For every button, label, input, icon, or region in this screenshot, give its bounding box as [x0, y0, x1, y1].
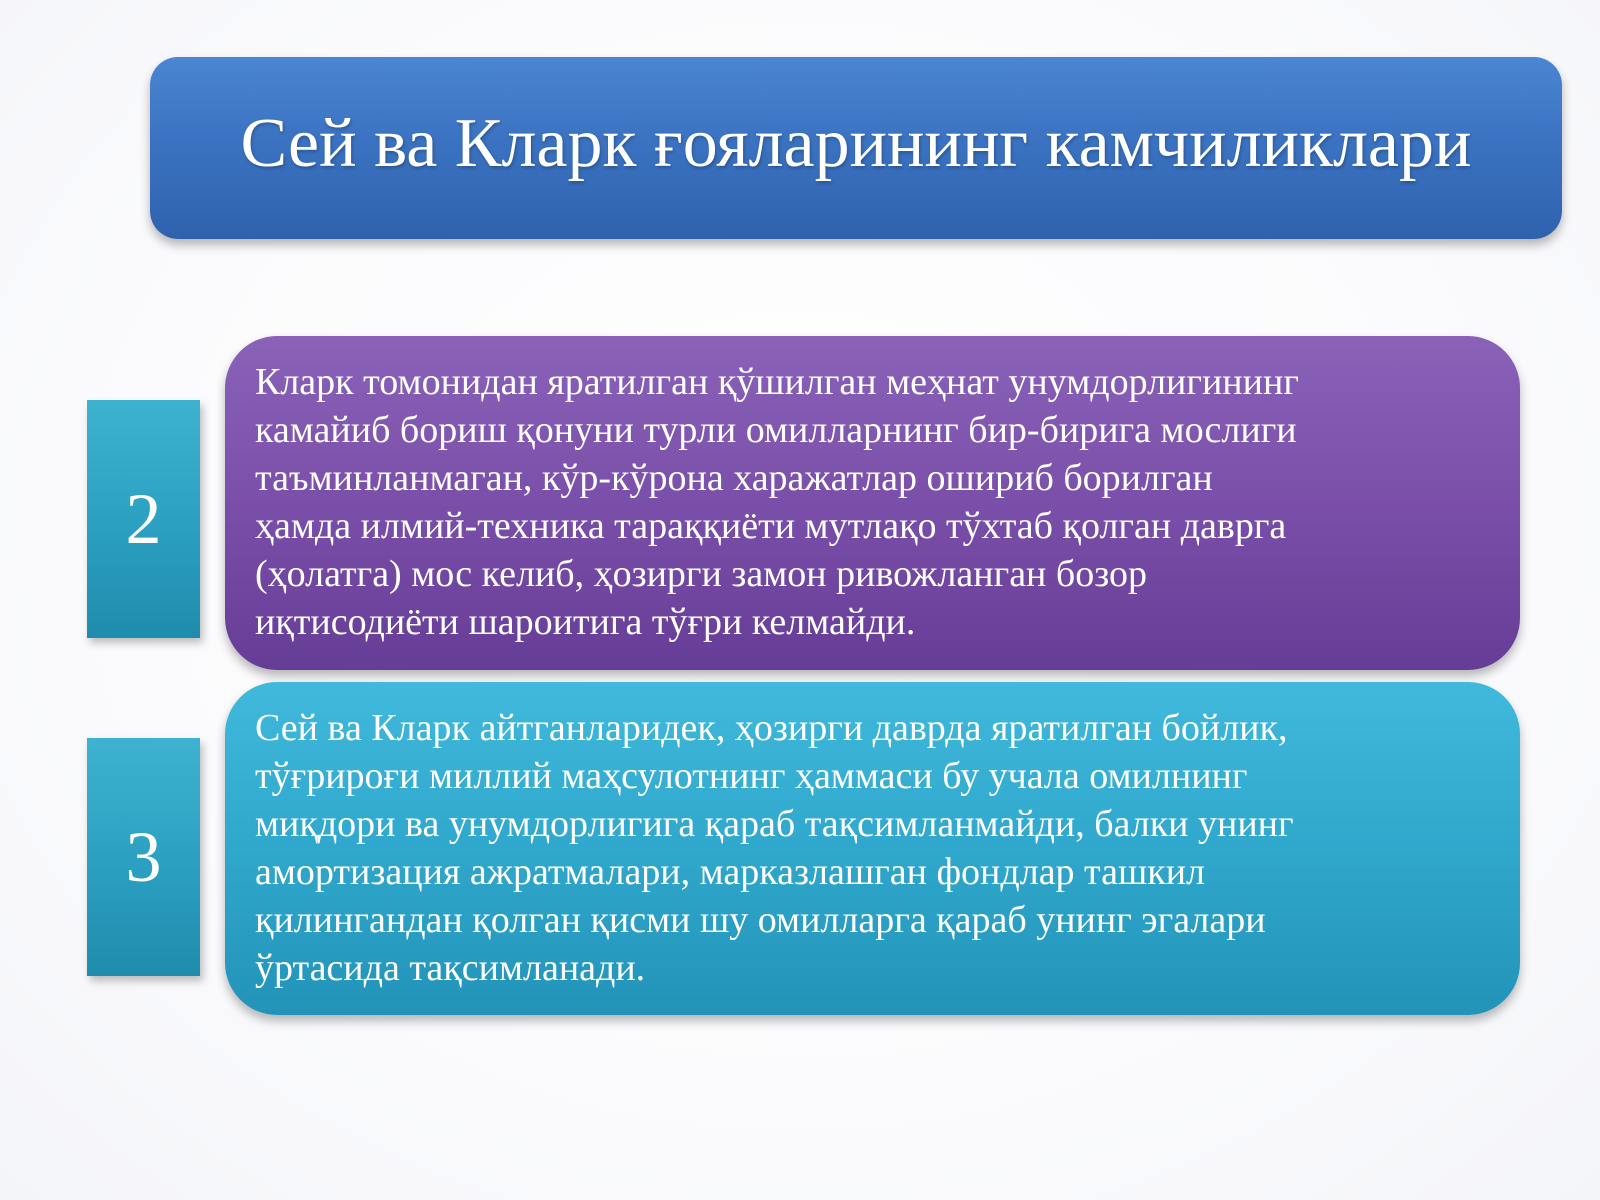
content-line: тўғрироғи миллий маҳсулотнинг ҳаммаси бу учала омилнинг — [255, 755, 1248, 797]
item-number: 3 — [125, 816, 162, 897]
content-box-item-2 — [225, 336, 1520, 670]
content-line: Кларк томонидан яратилган қўшилган меҳнат унумдорлигининг — [255, 361, 1299, 403]
item-number-badge — [87, 738, 200, 976]
item-number-badge — [87, 400, 200, 638]
content-line: амортизация ажратмалари, марказлашган фондлар ташкил — [255, 851, 1206, 893]
content-line: ҳамда илмий-техника тараққиёти мутлақо тўхтаб қолган даврга — [255, 505, 1287, 547]
title-banner — [150, 57, 1562, 239]
content-line: миқдори ва унумдорлигига қараб тақсимланмайди, балки унинг — [255, 803, 1294, 845]
content-line: таъминланмаган, кўр-кўрона харажатлар ошириб борилган — [255, 457, 1213, 499]
content-line: иқтисодиёти шароитига тўғри келмайди. — [255, 601, 916, 643]
slide-title: Сей ва Кларк ғояларининг камчиликлари — [240, 105, 1472, 182]
item-number: 2 — [125, 478, 162, 559]
content-line: (ҳолатга) мос келиб, ҳозирги замон ривожланган бозор — [255, 553, 1148, 595]
content-line: Сей ва Кларк айтганларидек, ҳозирги даврда яратилган бойлик, — [255, 707, 1288, 749]
content-line: камайиб бориш қонуни турли омилларнинг бир-бирига мослиги — [255, 409, 1297, 451]
content-line: ўртасида тақсимланади. — [255, 947, 646, 989]
content-line: қилингандан қолган қисми шу омилларга қараб унинг эгалари — [255, 899, 1266, 941]
content-box-item-3 — [225, 682, 1520, 1015]
